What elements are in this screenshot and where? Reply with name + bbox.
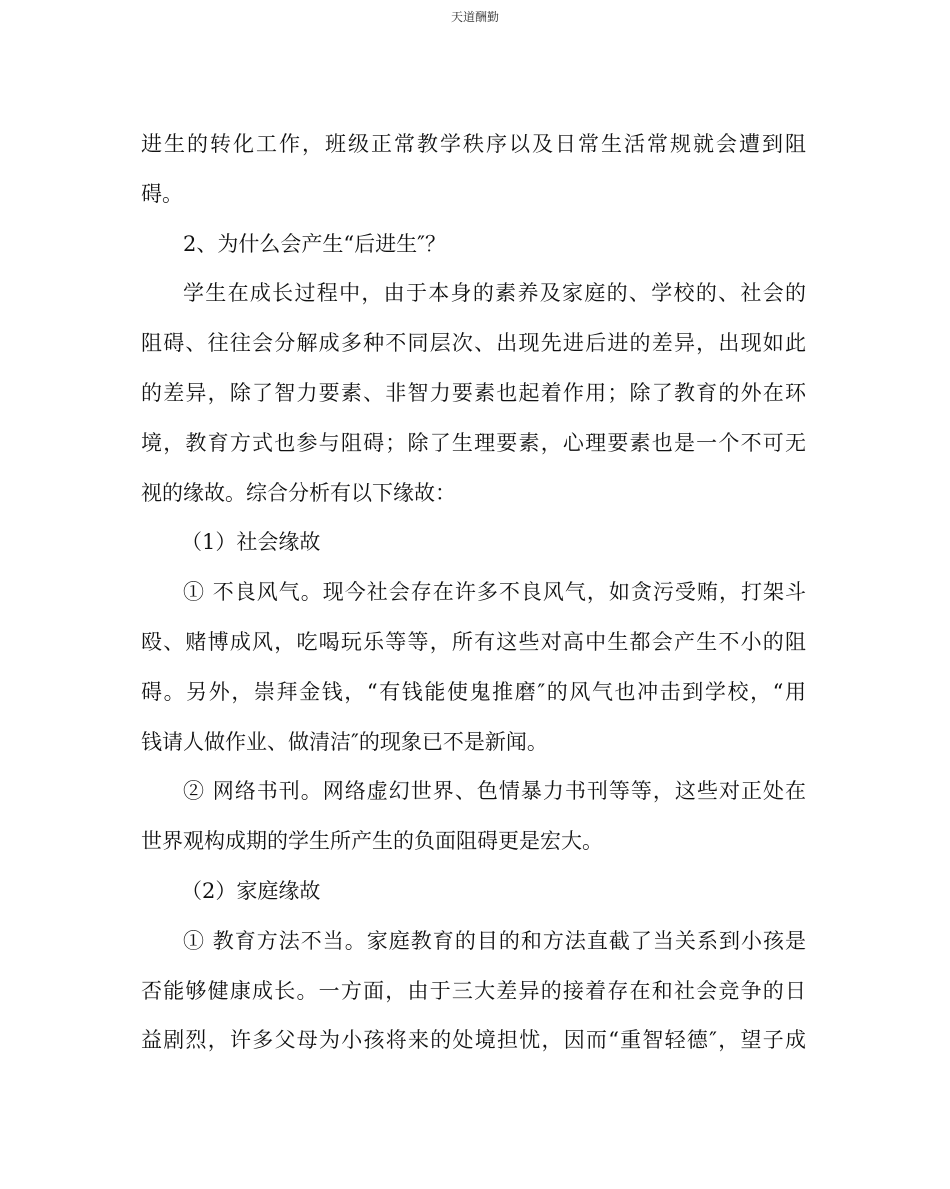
paragraph-line: 世界观构成期的学生所产生的负面阻碍更是宏大。 — [141, 829, 603, 854]
subsection-heading: （2）家庭缘故 — [181, 878, 321, 903]
page-header: 天道酬勤 — [450, 10, 499, 24]
paragraph-line: 益剧烈，许多父母为小孩将来的处境担忧，因而“重智轻德″，望子成 — [141, 1028, 806, 1053]
paragraph-line: ② 网络书刊。网络虚幻世界、色情暴力书刊等等，这些对正处在 — [183, 779, 806, 804]
subsection-heading: （1）社会缘故 — [181, 530, 321, 555]
paragraph-line: 视的缘故。综合分析有以下缘故： — [141, 480, 456, 505]
paragraph-line: 进生的转化工作，班级正常教学秩序以及日常生活常规就会遭到阻 — [141, 132, 806, 156]
section-heading: 2、为什么会产生“后进生″？ — [183, 231, 446, 256]
paragraph-line: 钱请人做作业、做清洁″的现象已不是新闻。 — [141, 729, 548, 754]
paragraph-line: 的差异，除了智力要素、非智力要素也起着作用；除了教育的外在环 — [141, 380, 806, 405]
paragraph-line: 碍。另外，崇拜金钱，“有钱能使鬼推磨″的风气也冲击到学校，“用 — [141, 679, 806, 704]
paragraph-line: ① 教育方法不当。家庭教育的目的和方法直截了当关系到小孩是 — [183, 928, 806, 953]
paragraph-line: 碍。 — [141, 181, 183, 206]
paragraph-line: 阻碍、往往会分解成多种不同层次、出现先进后进的差异，出现如此 — [141, 331, 806, 356]
paragraph-line: 学生在成长过程中，由于本身的素养及家庭的、学校的、社会的 — [183, 281, 806, 306]
paragraph-line: 境，教育方式也参与阻碍；除了生理要素，心理要素也是一个不可无 — [141, 430, 806, 455]
paragraph-line: ① 不良风气。现今社会存在许多不良风气，如贪污受贿，打架斗 — [183, 580, 806, 605]
paragraph-line: 殴、赌博成风，吃喝玩乐等等，所有这些对高中生都会产生不小的阻 — [141, 629, 806, 654]
document-body — [141, 120, 806, 1066]
paragraph-line: 否能够健康成长。一方面，由于三大差异的接着存在和社会竞争的日 — [141, 978, 806, 1003]
